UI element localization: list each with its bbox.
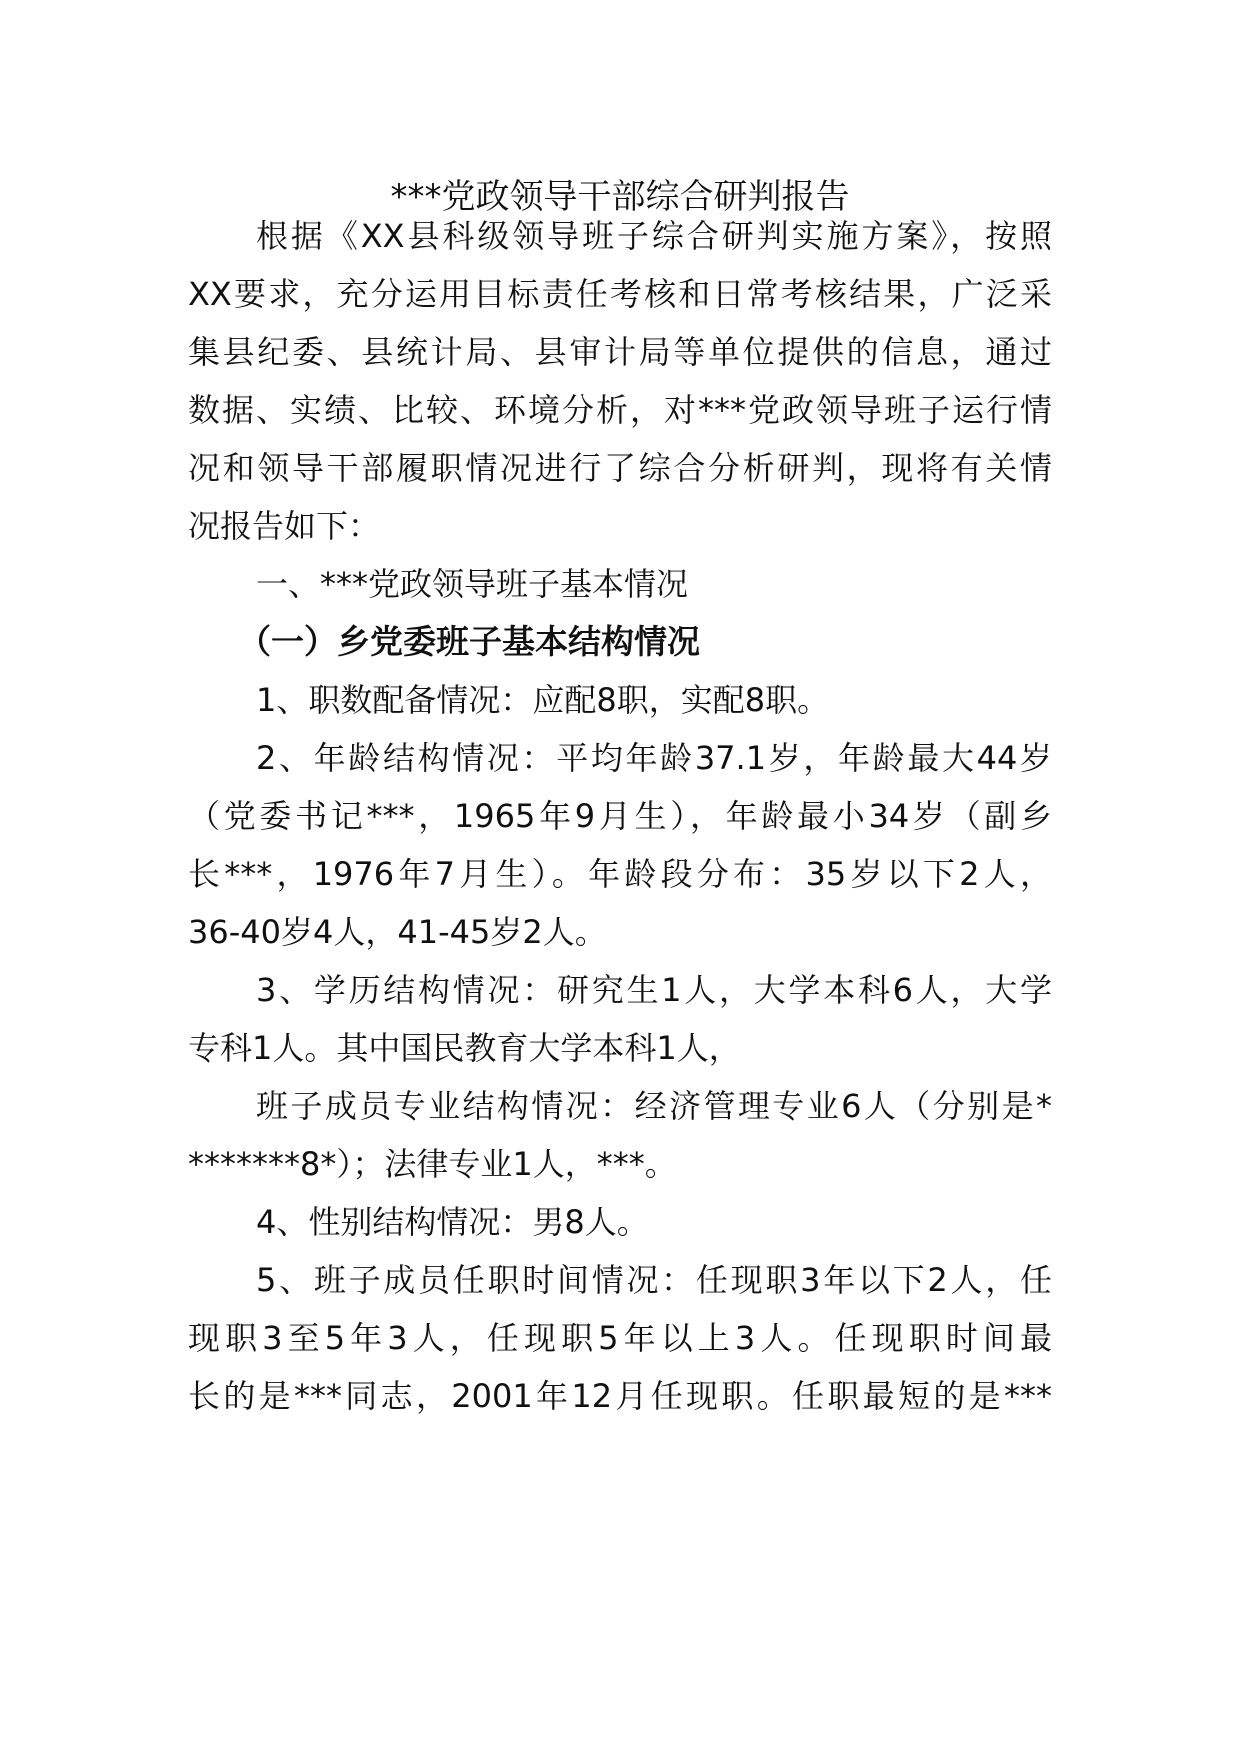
paragraph-line: 36-40岁4人，41-45岁2人。 bbox=[188, 913, 607, 951]
document-title: ***党政领导干部综合研判报告 bbox=[390, 177, 850, 217]
paragraph-line: *******8*）；法律专业1人，***。 bbox=[188, 1145, 677, 1183]
paragraph-line: 况报告如下： bbox=[188, 507, 381, 545]
subsection-heading: （一）乡党委班子基本结构情况 bbox=[238, 622, 700, 661]
paragraph-line: 长的是***同志，2001年12月任现职。任职最短的是*** bbox=[188, 1377, 1052, 1415]
paragraph-line: （党委书记***，1965年9月生），年龄最小34岁（副乡 bbox=[188, 797, 1052, 835]
paragraph-line: 5、班子成员任职时间情况：任现职3年以下2人，任 bbox=[256, 1261, 1052, 1299]
paragraph-line: 长***，1976年7月生）。年龄段分布：35岁以下2人， bbox=[188, 855, 1052, 893]
paragraph-line: 现职3至5年3人，任现职5年以上3人。任现职时间最 bbox=[188, 1319, 1052, 1357]
paragraph-line: 集县纪委、县统计局、县审计局等单位提供的信息，通过 bbox=[188, 333, 1052, 371]
paragraph-line: 4、性别结构情况：男8人。 bbox=[256, 1203, 649, 1241]
paragraph-line: 1、职数配备情况：应配8职，实配8职。 bbox=[256, 681, 830, 719]
paragraph-line: XX要求，充分运用目标责任考核和日常考核结果，广泛采 bbox=[188, 275, 1052, 313]
paragraph-line: 3、学历结构情况：研究生1人，大学本科6人，大学 bbox=[256, 971, 1052, 1009]
paragraph-line: 况和领导干部履职情况进行了综合分析研判，现将有关情 bbox=[188, 449, 1052, 487]
section-heading: 一、***党政领导班子基本情况 bbox=[256, 565, 689, 603]
paragraph-line: 根据《XX县科级领导班子综合研判实施方案》，按照 bbox=[256, 217, 1052, 255]
paragraph-line: 2、年龄结构情况：平均年龄37.1岁，年龄最大44岁 bbox=[256, 739, 1052, 777]
paragraph-line: 专科1人。其中国民教育大学本科1人， bbox=[188, 1029, 741, 1067]
paragraph-line: 班子成员专业结构情况：经济管理专业6人（分别是* bbox=[256, 1087, 1052, 1125]
paragraph-line: 数据、实绩、比较、环境分析，对***党政领导班子运行情 bbox=[188, 391, 1052, 429]
